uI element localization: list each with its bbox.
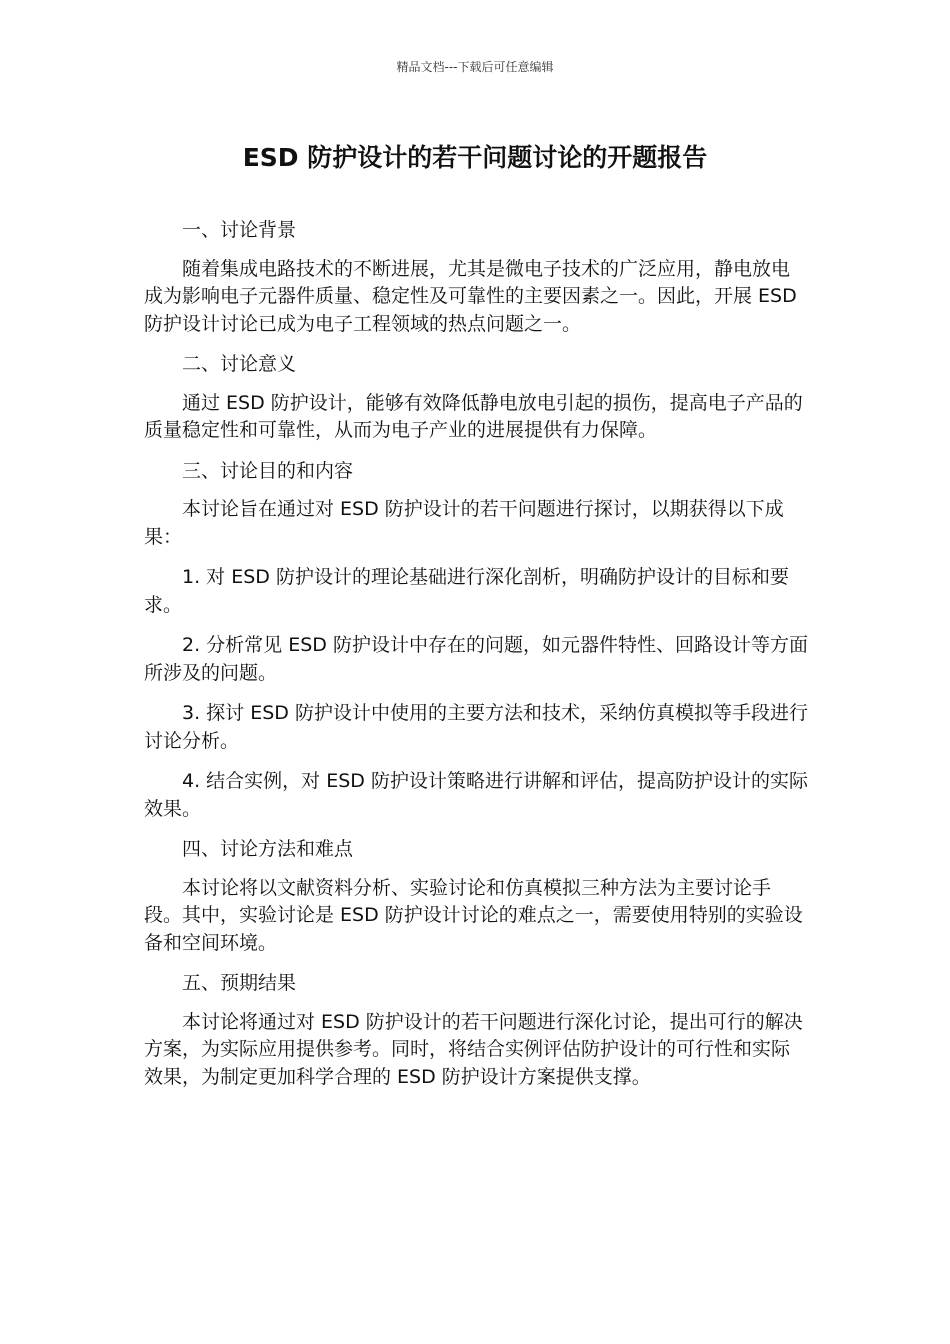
paragraph: 本讨论将通过对 ESD 防护设计的若干问题进行深化讨论，提出可行的解决方案，为实际应用提供参考。同时，将结合实例评估防护设计的可行性和实际效果，为制定更加科学合理的 ESD 防护设计方案提供支撑。: [144, 1010, 803, 1088]
document-title: ESD 防护设计的若干问题讨论的开题报告: [242, 143, 708, 172]
section-heading-objectives: 三、讨论目的和内容: [182, 459, 354, 482]
paragraph: 随着集成电路技术的不断进展，尤其是微电子技术的广泛应用，静电放电成为影响电子元器件质量、稳定性及可靠性的主要因素之一。因此，开展 ESD 防护设计讨论已成为电子工程领域的热点问题之一。: [144, 257, 797, 335]
document-body: [144, 217, 808, 1104]
list-item: 3. 探讨 ESD 防护设计中使用的主要方法和技术，采纳仿真模拟等手段进行讨论分析。: [144, 702, 808, 752]
section-heading-background: 一、讨论背景: [182, 219, 297, 241]
paragraph: 本讨论将以文献资料分析、实验讨论和仿真模拟三种方法为主要讨论手段。其中，实验讨论是 ESD 防护设计讨论的难点之一，需要使用特别的实验设备和空间环境。: [144, 876, 803, 954]
paragraph: 本讨论旨在通过对 ESD 防护设计的若干问题进行探讨，以期获得以下成果：: [144, 498, 784, 548]
list-item: 2. 分析常见 ESD 防护设计中存在的问题，如元器件特性、回路设计等方面所涉及的问题。: [144, 634, 808, 684]
running-header: 精品文档---下载后可任意编辑: [396, 60, 554, 74]
list-item: 1. 对 ESD 防护设计的理论基础进行深化剖析，明确防护设计的目标和要求。: [144, 566, 789, 616]
section-heading-significance: 二、讨论意义: [182, 353, 297, 375]
section-heading-expected-results: 五、预期结果: [182, 972, 297, 994]
list-item: 4. 结合实例，对 ESD 防护设计策略进行讲解和评估，提高防护设计的实际效果。: [144, 770, 808, 820]
section-heading-methods: 四、讨论方法和难点: [182, 838, 354, 860]
paragraph: 通过 ESD 防护设计，能够有效降低静电放电引起的损伤，提高电子产品的质量稳定性和可靠性，从而为电子产业的进展提供有力保障。: [144, 391, 803, 441]
